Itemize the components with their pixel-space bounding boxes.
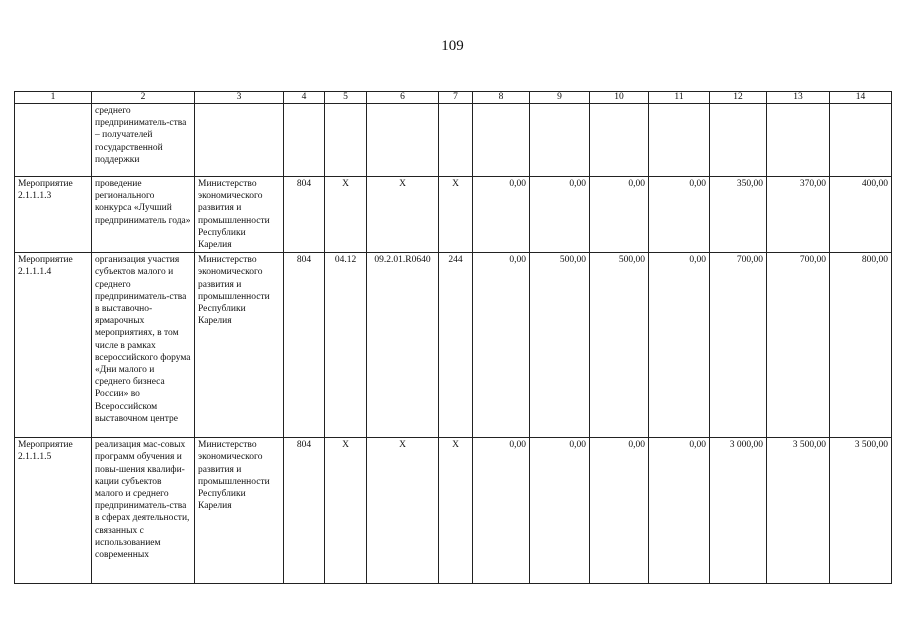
amount-cell: 3 500,00 — [767, 438, 830, 584]
amount-cell — [530, 104, 590, 177]
amount-cell: 0,00 — [590, 438, 649, 584]
amount-cell: 700,00 — [767, 253, 830, 438]
amount-cell: 0,00 — [530, 177, 590, 253]
column-header: 3 — [195, 92, 284, 104]
amount-cell: 350,00 — [710, 177, 767, 253]
code-cell: X — [325, 177, 367, 253]
column-header: 4 — [284, 92, 325, 104]
amount-cell: 500,00 — [530, 253, 590, 438]
amount-cell — [710, 104, 767, 177]
amount-cell: 0,00 — [473, 253, 530, 438]
amount-cell: 0,00 — [649, 253, 710, 438]
code-cell: 244 — [439, 253, 473, 438]
amount-cell — [473, 104, 530, 177]
description-cell: среднего предприниматель-ства – получателей государственной поддержки — [92, 104, 195, 177]
amount-cell: 370,00 — [767, 177, 830, 253]
column-header: 13 — [767, 92, 830, 104]
amount-cell: 3 000,00 — [710, 438, 767, 584]
column-header: 8 — [473, 92, 530, 104]
agency-cell — [195, 104, 284, 177]
code-cell: 804 — [284, 253, 325, 438]
amount-cell: 0,00 — [649, 177, 710, 253]
amount-cell: 0,00 — [473, 177, 530, 253]
amount-cell — [590, 104, 649, 177]
description-cell: проведение регионального конкурса «Лучший предприниматель года» — [92, 177, 195, 253]
amount-cell: 400,00 — [830, 177, 892, 253]
amount-cell: 3 500,00 — [830, 438, 892, 584]
amount-cell: 0,00 — [590, 177, 649, 253]
column-header: 2 — [92, 92, 195, 104]
page-number: 109 — [441, 38, 464, 54]
code-cell: X — [367, 438, 439, 584]
code-cell: 04.12 — [325, 253, 367, 438]
amount-cell: 700,00 — [710, 253, 767, 438]
amount-cell — [767, 104, 830, 177]
table-row — [15, 253, 892, 438]
code-cell: X — [439, 438, 473, 584]
column-header: 9 — [530, 92, 590, 104]
budget-table — [14, 91, 892, 584]
event-cell: Мероприятие 2.1.1.1.4 — [15, 253, 92, 438]
agency-cell: Министерство экономического развития и промышленности Республики Карелия — [195, 177, 284, 253]
amount-cell — [649, 104, 710, 177]
code-cell — [439, 104, 473, 177]
column-header: 1 — [15, 92, 92, 104]
column-header: 5 — [325, 92, 367, 104]
table-row — [15, 104, 892, 177]
column-header: 11 — [649, 92, 710, 104]
event-cell — [15, 104, 92, 177]
event-cell: Мероприятие 2.1.1.1.5 — [15, 438, 92, 584]
description-cell: реализация мас-совых программ обучения и повы-шения квалифи-кации субъектов малого и среднего предприниматель-ства в сферах деятельности, связанных с использованием современных — [92, 438, 195, 584]
column-header: 10 — [590, 92, 649, 104]
agency-cell: Министерство экономического развития и промышленности Республики Карелия — [195, 253, 284, 438]
code-cell: 804 — [284, 438, 325, 584]
column-header: 14 — [830, 92, 892, 104]
column-header: 6 — [367, 92, 439, 104]
code-cell: X — [367, 177, 439, 253]
column-header: 7 — [439, 92, 473, 104]
amount-cell: 800,00 — [830, 253, 892, 438]
description-cell: организация участия субъектов малого и среднего предприниматель-ства в выставочно-ярмарочных мероприятиях, в том числе в рамках всероссийского форума «Дни малого и среднего бизнеса России» во Всероссийском выставочном центре — [92, 253, 195, 438]
code-cell — [284, 104, 325, 177]
event-cell: Мероприятие 2.1.1.1.3 — [15, 177, 92, 253]
code-cell: 804 — [284, 177, 325, 253]
amount-cell: 0,00 — [473, 438, 530, 584]
amount-cell: 0,00 — [649, 438, 710, 584]
code-cell: X — [439, 177, 473, 253]
table-row — [15, 438, 892, 584]
amount-cell: 0,00 — [530, 438, 590, 584]
amount-cell — [830, 104, 892, 177]
amount-cell: 500,00 — [590, 253, 649, 438]
code-cell — [325, 104, 367, 177]
code-cell: X — [325, 438, 367, 584]
table-row — [15, 177, 892, 253]
code-cell: 09.2.01.R0640 — [367, 253, 439, 438]
column-number-row — [15, 92, 892, 104]
code-cell — [367, 104, 439, 177]
column-header: 12 — [710, 92, 767, 104]
agency-cell: Министерство экономического развития и промышленности Республики Карелия — [195, 438, 284, 584]
